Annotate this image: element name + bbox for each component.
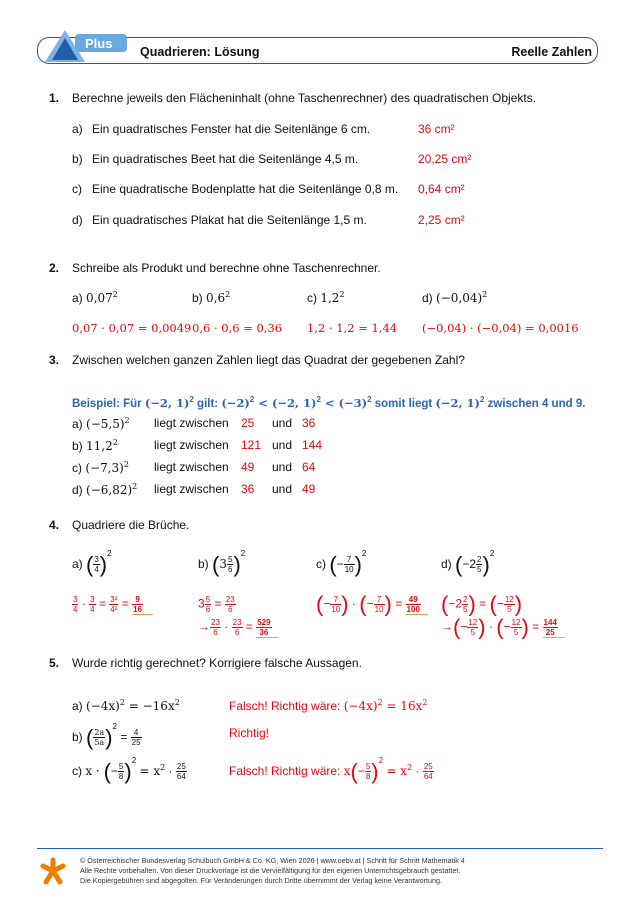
plus-logo: [45, 28, 133, 68]
task-text: Zwischen welchen ganzen Zahlen liegt das Quadrat der gegebenen Zahl?: [72, 353, 465, 367]
topic-title: Reelle Zahlen: [511, 45, 592, 59]
task-number: 3.: [49, 353, 60, 367]
between-text: liegt zwischen: [154, 416, 229, 430]
answer-a: $\frac{3}{4}$ · $\frac{3}{4}$ = $\frac{\text{3²}}{\text{4²}}$ = $\frac{9}{16}$: [72, 595, 153, 615]
page-title: Quadrieren: Lösung: [140, 45, 260, 59]
answer: 2,25 cm²: [418, 213, 465, 227]
item-label: d): [72, 213, 83, 227]
answer: 0,64 cm²: [418, 182, 465, 196]
answer-b: Richtig!: [229, 726, 270, 740]
item-text: Ein quadratisches Beet hat die Seitenlänge 4,5 m.: [92, 152, 359, 166]
item-text: Ein quadratisches Fenster hat die Seitenlänge 6 cm.: [92, 122, 371, 136]
task-number: 5.: [49, 656, 60, 670]
answer: 36 cm²: [418, 122, 455, 136]
item-label: c): [72, 182, 82, 196]
expr-c: c) $1,2^2$: [307, 290, 345, 305]
answer: 1,2 · 1,2 = 1,44: [307, 321, 398, 335]
task-text: Schreibe als Produkt und berechne ohne Taschenrechner.: [72, 261, 381, 275]
footer-divider: [37, 848, 603, 849]
und-text: und: [272, 460, 293, 474]
item-text: Ein quadratisches Plakat hat die Seitenlänge 1,5 m.: [92, 213, 367, 227]
arrow-icon: →: [441, 619, 453, 634]
high-answer: 64: [302, 460, 316, 474]
fraction-d: d) (−2 $\frac{2}{5}$ )$^2$: [441, 549, 495, 577]
answer: 20,25 cm²: [418, 152, 472, 166]
task-number: 1.: [49, 91, 60, 105]
answer-a: Falsch! Richtig wäre: $(-4x)^2 = 16x^2$: [229, 698, 428, 713]
low-answer: 36: [241, 482, 255, 496]
statement-a: a) $(-4x)^2 = -16x^2$: [72, 698, 180, 713]
expr: d) $(-6,82)^2$: [72, 482, 138, 497]
expr: b) 11,2$^2$: [72, 438, 118, 453]
statement-c: c) x · (− $\frac{5}{8}$ )$^2 = x^2$ · $\frac{25}{64}$: [72, 756, 186, 784]
answer: 0,6 · 0,6 = 0,36: [192, 321, 283, 335]
high-answer: 144: [302, 438, 323, 452]
between-text: liegt zwischen: [154, 460, 229, 474]
answer-c: (− $\frac{7}{10}$ ) · (− $\frac{7}{10}$ ) = $\frac{49}{100}$: [316, 595, 428, 615]
und-text: und: [272, 482, 293, 496]
und-text: und: [272, 416, 293, 430]
between-text: liegt zwischen: [154, 482, 229, 496]
fraction-b: b) (3 $\frac{5}{6}$ )$^2$: [198, 549, 246, 577]
logo-text: Plus: [85, 36, 113, 51]
item-label: b): [72, 152, 83, 166]
expr: c) $(-7,3)^2$: [72, 460, 129, 475]
task-number: 4.: [49, 518, 60, 532]
answer-b2: → $\frac{23}{6}$ · $\frac{23}{6}$ = $\frac{529}{36}$: [198, 618, 278, 638]
item-label: a): [72, 122, 83, 136]
high-answer: 49: [302, 482, 316, 496]
low-answer: 25: [241, 416, 255, 430]
expr-d: d) $(-0,04)^2$: [422, 290, 488, 305]
answer-b1: 3 $\frac{5}{6}$ = $\frac{23}{6}$: [198, 595, 235, 614]
task-text: Wurde richtig gerechnet? Korrigiere falsche Aussagen.: [72, 656, 362, 670]
statement-b: b) ( $\frac{2a}{5a}$ )$^2$ = $\frac{4}{25}$: [72, 722, 141, 750]
task-text: Berechne jeweils den Flächeninhalt (ohne Taschenrechner) des quadratischen Objekts.: [72, 91, 537, 105]
answer: (−0,04) · (−0,04) = 0,0016: [422, 321, 579, 335]
und-text: und: [272, 438, 293, 452]
low-answer: 121: [241, 438, 262, 452]
fraction-a: a) ( $\frac{3}{4}$ )$^2$: [72, 549, 112, 577]
task-text: Quadriere die Brüche.: [72, 518, 190, 532]
low-answer: 49: [241, 460, 255, 474]
answer: 0,07 · 0,07 = 0,0049: [72, 321, 192, 335]
fraction-c: c) (− $\frac{7}{10}$ )$^2$: [316, 549, 367, 577]
between-text: liegt zwischen: [154, 438, 229, 452]
example-line: Beispiel: Für (−2, 1)$^2$ gilt: $(-2)^2 < (-2$, $1)^2 < (-3)^2$ somit liegt (−2, 1)$^2$ zwischen 4 und 9.: [72, 395, 586, 410]
item-text: Eine quadratische Bodenplatte hat die Seitenlänge 0,8 m.: [92, 182, 399, 196]
footer-text: © Österreichischer Bundesverlag Schulbuch GmbH & Co. KG, Wien 2026 | www.oebv.at | Schritt für Schritt Mathematik 4 Alle Rechte vorbehalten. Von dieser Druckvorlage ist die Vervielfältigung für den eigenen Unterrichtsgebrauch gestattet. Die Kopiergebühren sind abgegolten. Für Veränderungen durch Dritte übernimmt der Verlag keine Verantwortung.: [80, 856, 465, 885]
answer-d1: (−2 $\frac{2}{5}$ ) = (− $\frac{12}{5}$ ): [441, 591, 523, 617]
answer-d2: →(− $\frac{12}{5}$ ) · (− $\frac{12}{5}$ ) = $\frac{144}{25}$: [441, 618, 565, 638]
expr-b: b) $0,6^2$: [192, 290, 231, 305]
high-answer: 36: [302, 416, 316, 430]
answer-c: Falsch! Richtig wäre: x(− $\frac{5}{8}$ )$^2 = x^2$ · $\frac{25}{64}$: [229, 756, 433, 784]
publisher-logo-icon: [38, 856, 68, 886]
arrow-icon: →: [198, 619, 210, 634]
expr: a) $(-5,5)^2$: [72, 416, 130, 431]
task-number: 2.: [49, 261, 60, 275]
expr-a: a) 0,07$^2$: [72, 290, 118, 305]
